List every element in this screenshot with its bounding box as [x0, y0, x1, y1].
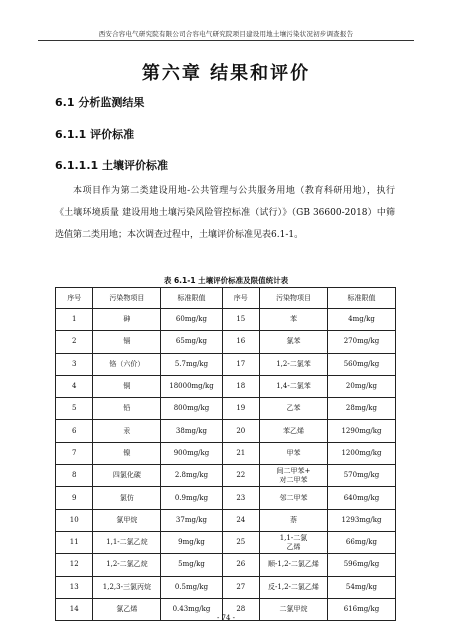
table-cell: 镍 [93, 442, 161, 464]
table-cell: 5.7mg/kg [161, 353, 222, 375]
table-header-row [56, 288, 396, 309]
header-cell: 污染物项目 [93, 288, 161, 309]
table-cell: 二氯甲烷 [259, 598, 327, 620]
table-cell: 21 [222, 442, 259, 464]
table-cell: 苯 [259, 309, 327, 331]
table-cell: 9 [56, 487, 93, 509]
header-cell: 序号 [56, 288, 93, 309]
table-cell: 间二甲苯+ 对二甲苯 [259, 465, 327, 487]
page-number: - 74 - [216, 614, 236, 622]
soil-standard-table [55, 287, 396, 621]
table-cell: 铬（六价） [93, 353, 161, 375]
table-cell: 1200mg/kg [327, 442, 395, 464]
table-cell: 1,2,3-三氯丙烷 [93, 576, 161, 598]
table-cell: 54mg/kg [327, 576, 395, 598]
table-cell: 66mg/kg [327, 531, 395, 553]
header-cell: 标准限值 [161, 288, 222, 309]
page-header: 西安合容电气研究院有限公司合容电气研究院项目建设用地土壤污染状况初步调查报告 [98, 30, 354, 38]
table-cell: 1 [56, 309, 93, 331]
table-cell: 汞 [93, 420, 161, 442]
table-row [56, 576, 396, 598]
table-cell: 0.43mg/kg [161, 598, 222, 620]
table-cell: 6 [56, 420, 93, 442]
table-cell: 22 [222, 465, 259, 487]
table-caption: 表 6.1-1 土壤评价标准及限值统计表 [163, 276, 289, 285]
table-cell: 18000mg/kg [161, 375, 222, 397]
table-cell: 65mg/kg [161, 331, 222, 353]
table-cell: 邻二甲苯 [259, 487, 327, 509]
table-row [56, 353, 396, 375]
table-row [56, 442, 396, 464]
table-cell: 11 [56, 531, 93, 553]
table-cell: 25 [222, 531, 259, 553]
table-row [56, 531, 396, 553]
table-cell: 13 [56, 576, 93, 598]
table-cell: 1,1-二氯 乙烯 [259, 531, 327, 553]
table-cell: 19 [222, 398, 259, 420]
table-cell: 氯甲烷 [93, 509, 161, 531]
chapter-title: 第六章 结果和评价 [141, 63, 311, 84]
table-cell: 15 [222, 309, 259, 331]
table-cell: 5 [56, 398, 93, 420]
table-cell: 37mg/kg [161, 509, 222, 531]
header-cell: 污染物项目 [259, 288, 327, 309]
table-cell: 0.5mg/kg [161, 576, 222, 598]
table-cell: 萘 [259, 509, 327, 531]
table-row [56, 487, 396, 509]
table-cell: 反-1,2-二氯乙烯 [259, 576, 327, 598]
table-cell: 9mg/kg [161, 531, 222, 553]
table-row [56, 420, 396, 442]
table-cell: 26 [222, 554, 259, 576]
table-cell: 17 [222, 353, 259, 375]
table-cell: 38mg/kg [161, 420, 222, 442]
table-cell: 12 [56, 554, 93, 576]
table-cell: 苯乙烯 [259, 420, 327, 442]
body-paragraph: 本项目作为第二类建设用地-公共管理与公共服务用地（教育科研用地），执行《土壤环境质量 建设用地土壤污染风险管控标准（试行）》（GB 36600-2018）中筛选值第二类用地；本次调查过程中，土壤评价标准见表6.1-1。 [55, 186, 395, 240]
table-cell: 640mg/kg [327, 487, 395, 509]
table-cell: 3 [56, 353, 93, 375]
table-cell: 27 [222, 576, 259, 598]
table-cell: 270mg/kg [327, 331, 395, 353]
table-cell: 1,4-二氯苯 [259, 375, 327, 397]
table-body [56, 309, 396, 621]
table-row [56, 398, 396, 420]
table-cell: 4 [56, 375, 93, 397]
table-cell: 8 [56, 465, 93, 487]
section-heading-6-1: 6.1 分析监测结果 [55, 96, 145, 109]
table-cell: 4mg/kg [327, 309, 395, 331]
table-cell: 1,2-二氯苯 [259, 353, 327, 375]
table-cell: 2 [56, 331, 93, 353]
table-cell: 596mg/kg [327, 554, 395, 576]
table-cell: 20mg/kg [327, 375, 395, 397]
table-cell: 1,2-二氯乙烷 [93, 554, 161, 576]
table-cell: 560mg/kg [327, 353, 395, 375]
table-cell: 10 [56, 509, 93, 531]
table-cell: 616mg/kg [327, 598, 395, 620]
table-cell: 60mg/kg [161, 309, 222, 331]
table-cell: 铜 [93, 375, 161, 397]
table-row [56, 465, 396, 487]
table-cell: 1293mg/kg [327, 509, 395, 531]
table-cell: 四氯化碳 [93, 465, 161, 487]
section-heading-6-1-1: 6.1.1 评价标准 [55, 128, 135, 141]
table-cell: 砷 [93, 309, 161, 331]
table-cell: 甲苯 [259, 442, 327, 464]
table-cell: 铅 [93, 398, 161, 420]
table-cell: 20 [222, 420, 259, 442]
table-row [56, 554, 396, 576]
table-cell: 7 [56, 442, 93, 464]
table-cell: 2.8mg/kg [161, 465, 222, 487]
table-row [56, 309, 396, 331]
table-cell: 23 [222, 487, 259, 509]
table-cell: 900mg/kg [161, 442, 222, 464]
table-cell: 5mg/kg [161, 554, 222, 576]
table-row [56, 375, 396, 397]
table-cell: 氯仿 [93, 487, 161, 509]
header-rule [38, 40, 414, 41]
table-cell: 顺-1,2-二氯乙烯 [259, 554, 327, 576]
table-cell: 0.9mg/kg [161, 487, 222, 509]
table-cell: 800mg/kg [161, 398, 222, 420]
table-cell: 16 [222, 331, 259, 353]
table-row [56, 509, 396, 531]
table-cell: 1,1-二氯乙烷 [93, 531, 161, 553]
table-row [56, 331, 396, 353]
table-cell: 14 [56, 598, 93, 620]
table-cell: 氯苯 [259, 331, 327, 353]
table-cell: 镉 [93, 331, 161, 353]
table-cell: 24 [222, 509, 259, 531]
table-cell: 1290mg/kg [327, 420, 395, 442]
table-cell: 570mg/kg [327, 465, 395, 487]
section-heading-6-1-1-1: 6.1.1.1 土壤评价标准 [55, 159, 168, 172]
table-cell: 28mg/kg [327, 398, 395, 420]
header-cell: 序号 [222, 288, 259, 309]
table-cell: 28 [222, 598, 259, 620]
table-cell: 乙苯 [259, 398, 327, 420]
table-cell: 18 [222, 375, 259, 397]
header-cell: 标准限值 [327, 288, 395, 309]
table-cell: 氯乙烯 [93, 598, 161, 620]
